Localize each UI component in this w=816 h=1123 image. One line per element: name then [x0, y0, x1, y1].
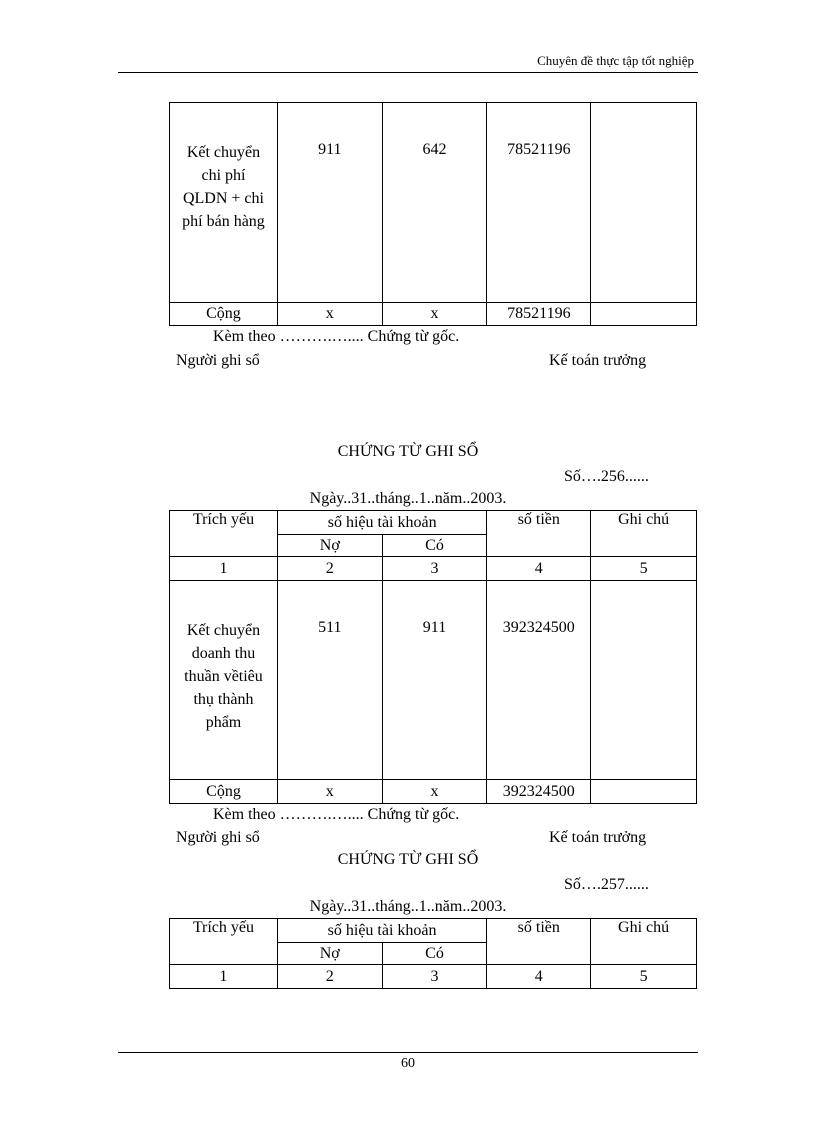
- cell-amount: 392324500: [487, 581, 591, 780]
- total-debit: x: [277, 780, 382, 804]
- voucher-date: Ngày..31..tháng..1..năm..2003.: [309, 490, 507, 507]
- total-credit: x: [382, 303, 487, 326]
- total-row: [170, 780, 697, 804]
- index-cell: 2: [277, 557, 382, 581]
- ledger-table-256: [169, 510, 697, 804]
- header-ghi-chu: Ghi chú: [591, 511, 697, 557]
- total-credit: x: [382, 780, 487, 804]
- signature-recorder: Người ghi sổ: [176, 829, 260, 846]
- footer-rule: [118, 1052, 698, 1053]
- header-so-tien: số tiền: [487, 919, 591, 965]
- cell-debit: 911: [277, 103, 382, 303]
- index-cell: 1: [170, 557, 278, 581]
- index-cell: 2: [277, 965, 382, 989]
- index-cell: 5: [591, 965, 697, 989]
- header-co: Có: [382, 943, 487, 965]
- index-cell: 3: [382, 965, 487, 989]
- attachment-line: Kèm theo ……….….... Chứng từ gốc.: [213, 806, 460, 823]
- total-note: [591, 303, 697, 326]
- index-cell: 4: [487, 557, 591, 581]
- header-co: Có: [382, 535, 487, 557]
- total-note: [591, 780, 697, 804]
- index-cell: 4: [487, 965, 591, 989]
- header-so-tien: số tiền: [487, 511, 591, 557]
- signature-chief-accountant: Kế toán trưởng: [549, 352, 647, 369]
- table-row: [170, 103, 697, 303]
- cell-credit: 911: [382, 581, 487, 780]
- voucher-number: Số….257......: [564, 876, 649, 893]
- header-trich-yeu: Trích yếu: [170, 919, 278, 965]
- total-row: [170, 303, 697, 326]
- cell-description: Kết chuyển doanh thu thuần vềtiêu thụ thành phẩm: [170, 581, 278, 780]
- voucher-title: CHỨNG TỪ GHI SỔ: [337, 443, 479, 460]
- total-debit: x: [277, 303, 382, 326]
- page-number: 60: [401, 1056, 415, 1071]
- document-header: Chuyên đề thực tập tốt nghiệp: [537, 53, 694, 68]
- index-row: [170, 557, 697, 581]
- cell-note: [591, 103, 697, 303]
- total-label: Cộng: [170, 303, 278, 326]
- header-so-hieu: số hiệu tài khoản: [277, 919, 487, 943]
- header-trich-yeu: Trích yếu: [170, 511, 278, 557]
- signature-chief-accountant: Kế toán trưởng: [549, 829, 647, 846]
- attachment-line: Kèm theo ……….….... Chứng từ gốc.: [213, 328, 460, 345]
- table-row: [170, 581, 697, 780]
- total-label: Cộng: [170, 780, 278, 804]
- header-rule: [118, 72, 698, 73]
- index-cell: 5: [591, 557, 697, 581]
- cell-amount: 78521196: [487, 103, 591, 303]
- index-cell: 1: [170, 965, 278, 989]
- voucher-number: Số….256......: [564, 468, 649, 485]
- ledger-table-257: [169, 918, 697, 989]
- total-amount: 392324500: [487, 780, 591, 804]
- header-no: Nợ: [277, 943, 382, 965]
- header-no: Nợ: [277, 535, 382, 557]
- voucher-date: Ngày..31..tháng..1..năm..2003.: [309, 898, 507, 915]
- voucher-title: CHỨNG TỪ GHI SỔ: [337, 851, 479, 868]
- index-cell: 3: [382, 557, 487, 581]
- index-row: [170, 965, 697, 989]
- header-ghi-chu: Ghi chú: [591, 919, 697, 965]
- ledger-table-continued: [169, 102, 697, 326]
- cell-debit: 511: [277, 581, 382, 780]
- cell-note: [591, 581, 697, 780]
- total-amount: 78521196: [487, 303, 591, 326]
- header-so-hieu: số hiệu tài khoản: [277, 511, 486, 535]
- signature-recorder: Người ghi sổ: [176, 352, 260, 369]
- cell-credit: 642: [382, 103, 487, 303]
- cell-description: Kết chuyển chi phí QLDN + chi phí bán hàng: [170, 103, 278, 303]
